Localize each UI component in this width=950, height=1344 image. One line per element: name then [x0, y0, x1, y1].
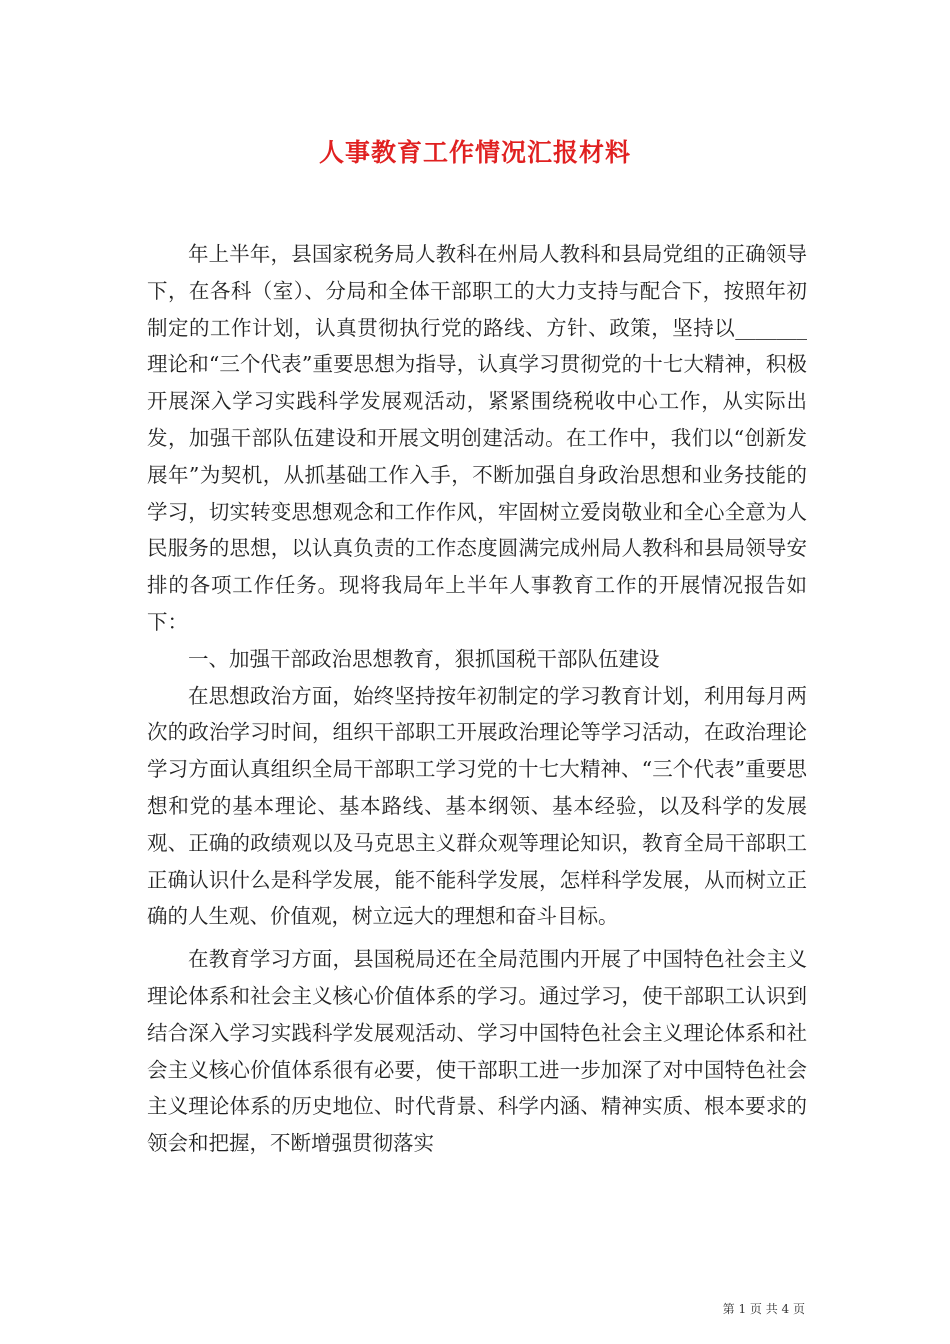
document-body: [147, 236, 807, 1162]
section-heading: 一、加强干部政治思想教育，狠抓国税干部队伍建设: [188, 646, 660, 671]
paragraph-education-study: 在教育学习方面，县国税局还在全局范围内开展了中国特色社会主义理论体系和社会主义核心价值体系的学习。通过学习，使干部职工认识到结合深入学习实践科学发展观活动、学习中国特色社会主义理论体系和社会主义核心价值体系很有必要，使干部职工进一步加深了对中国特色社会主义理论体系的历史地位、时代背景、科学内涵、精神实质、根本要求的领会和把握，不断增强贯彻落实: [147, 947, 807, 1156]
paragraph-political-thought: 在思想政治方面，始终坚持按年初制定的学习教育计划，利用每月两次的政治学习时间，组织干部职工开展政治理论等学习活动，在政治理论学习方面认真组织全局干部职工学习党的十七大精神、“三个代表”重要思想和党的基本理论、基本路线、基本纲领、基本经验，以及科学的发展观、正确的政绩观以及马克思主义群众观等理论知识，教育全局干部职工正确认识什么是科学发展，能不能科学发展，怎样科学发展，从而树立正确的人生观、价值观，树立远大的理想和奋斗目标。: [147, 683, 807, 929]
document-title: 人事教育工作情况汇报材料: [318, 138, 631, 167]
page-number: 第 1 页 共 4 页: [722, 1302, 805, 1316]
paragraph-intro: 年上半年，县国家税务局人教科在州局人教科和县局党组的正确领导下，在各科（室）、分局和全体干部职工的大力支持与配合下，按照年初制定的工作计划，认真贯彻执行党的路线、方针、政策，坚持以_______理论和“三个代表”重要思想为指导，认真学习贯彻党的十七大精神，积极开展深入学习实践科学发展观活动，紧紧围绕税收中心工作，从实际出发，加强干部队伍建设和开展文明创建活动。在工作中，我们以“创新发展年”为契机，从抓基础工作入手，不断加强自身政治思想和业务技能的学习，切实转变思想观念和工作作风，牢固树立爱岗敬业和全心全意为人民服务的思想，以认真负责的工作态度圆满完成州局人教科和县局领导安排的各项工作任务。现将我局年上半年人事教育工作的开展情况报告如下：: [147, 242, 807, 634]
